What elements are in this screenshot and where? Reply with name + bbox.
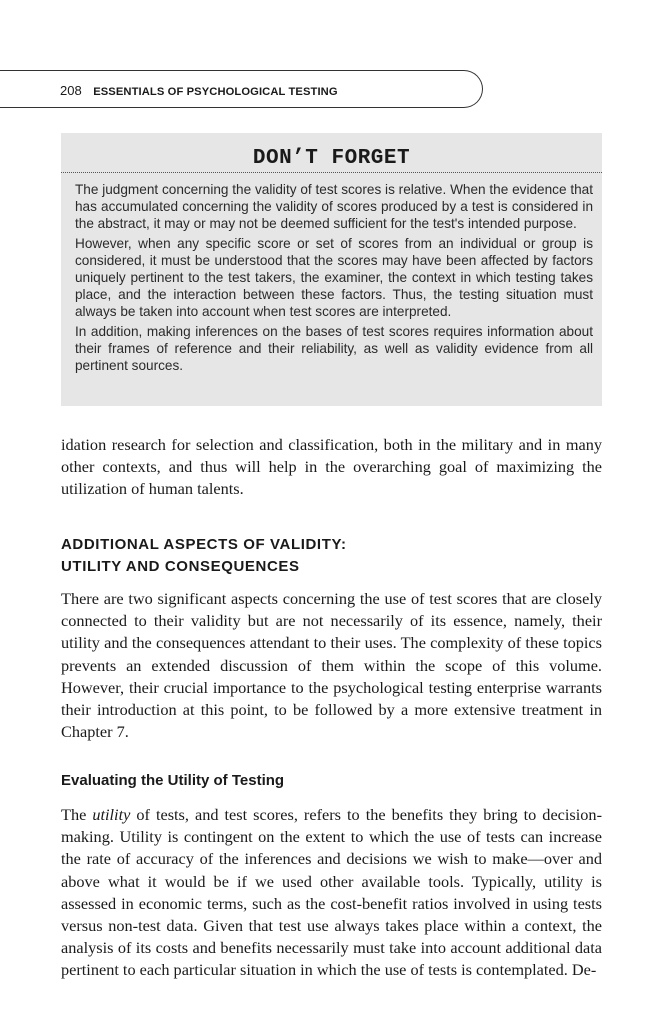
dont-forget-body xyxy=(75,181,593,377)
section-heading-line-2: UTILITY AND CONSEQUENCES xyxy=(61,558,300,575)
dotted-divider xyxy=(61,172,602,173)
continuation-paragraph: idation research for selection and classification, both in the military and in many other contexts, and thus will help in the overarching goal of maximizing the utilization of human talents. xyxy=(61,435,602,499)
dont-forget-box xyxy=(61,133,602,406)
section-heading-line-1: ADDITIONAL ASPECTS OF VALIDITY: xyxy=(61,536,347,553)
dont-forget-paragraph: The judgment concerning the validity of test scores is relative. When the evidence that has accumulated concerning the validity of scores produced by a test is considered in the abstract, it may or may not be deemed sufficient for the test's intended purpose. xyxy=(75,182,593,231)
utility-term: utility xyxy=(92,805,131,824)
section-heading xyxy=(61,534,602,578)
page-number: 208 xyxy=(60,83,82,98)
running-title: ESSENTIALS OF PSYCHOLOGICAL TESTING xyxy=(93,86,338,98)
dont-forget-paragraph: However, when any specific score or set of scores from an individual or group is considered, it must be understood that the scores may have been affected by factors uniquely pertinent to the test takers, the examiner, the context in which testing takes place, and the interaction between these factors. Thus, the testing situation must always be taken into account when test scores are interpreted. xyxy=(75,236,593,319)
section-paragraph: There are two significant aspects concerning the use of test scores that are closely connected to their validity but are not necessarily of its essence, namely, their utility and the consequences attendant to their uses. The complexity of these topics prevents an extended discussion of them within the scope of this volume. However, their crucial importance to the psychological testing enterprise warrants their introduction at this point, to be followed by a more extensive treatment in Chapter 7. xyxy=(61,589,602,742)
running-head xyxy=(60,83,338,98)
dont-forget-paragraph: In addition, making inferences on the bases of test scores requires information about their frames of reference and their reliability, as well as validity evidence from all pertinent sources. xyxy=(75,324,593,373)
utility-paragraph xyxy=(61,804,602,982)
subheading: Evaluating the Utility of Testing xyxy=(61,772,285,789)
utility-lead: The xyxy=(61,805,93,824)
dont-forget-title: DON’T FORGET xyxy=(252,147,411,170)
utility-rest: of tests, and test scores, refers to the benefits they bring to decision-making. Utility is contingent on the extent to which the use of tests can increase the rate of accuracy of the inferences and decisions we wish to make—over and above what it would be if we used other available tools. Typically, utility is assessed in economic terms, such as the cost-benefit ratios involved in using tests versus non-test data. Given that test use always takes place within a context, the analysis of its costs and benefits necessarily must take into account additional data pertinent to each particular situation in which the use of tests is contemplated. De- xyxy=(61,805,602,980)
